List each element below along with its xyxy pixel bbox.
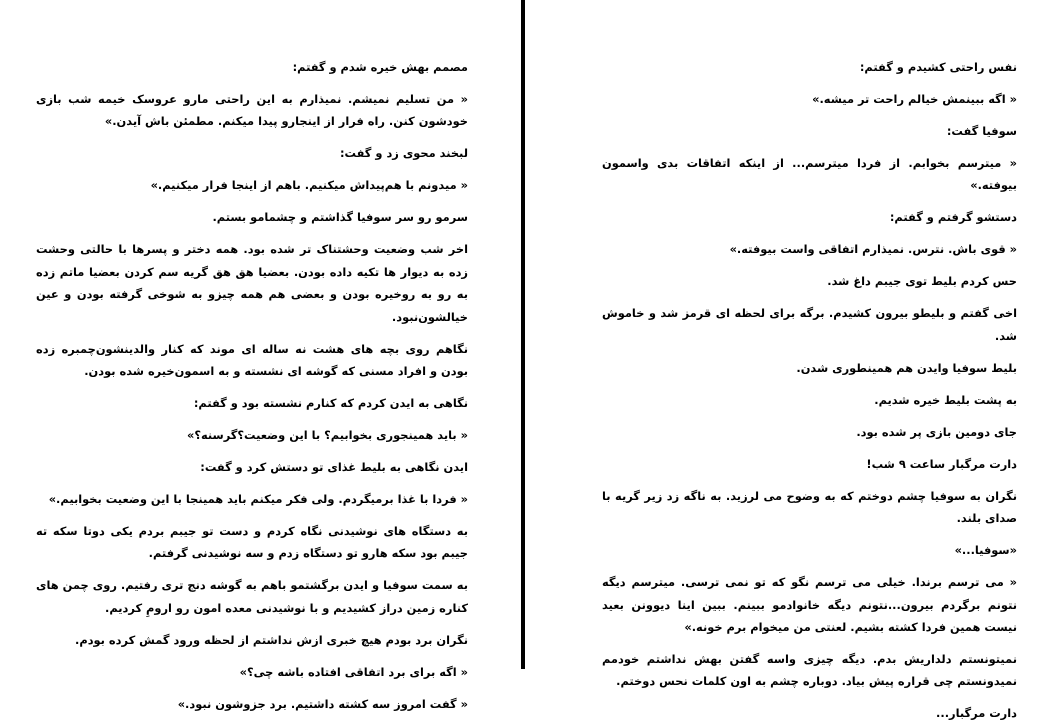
- paragraph: نگران به سوفیا چشم دوختم که به وضوح می لرزید. به ناگه زد زیر گریه با صدای بلند.: [602, 488, 1017, 526]
- paragraph: به پشت بلیط خیره شدیم.: [874, 392, 1017, 407]
- page-divider: [521, 0, 525, 669]
- paragraph: « می ترسم برندا. خیلی می ترسم نگو که تو نمی ترسی. میترسم دیگه نتونم برگردم بیرون...نتونم دیگه خانوادمو ببینم. ببین اینا دیوونن بعید نیست همین فردا کشته بشیم. لعنتی من میخوام برم خونه.»: [602, 575, 1017, 635]
- right-page: [526, 0, 1059, 721]
- left-page: [0, 0, 521, 711]
- paragraph: « اگه برای برد اتفاقی افتاده باشه چی؟»: [239, 664, 468, 679]
- paragraph: « گفت امروز سه کشته داشتیم. برد جزوشون نبود.»: [177, 696, 468, 711]
- paragraph: مصمم بهش خیره شدم و گفتم:: [292, 60, 468, 74]
- paragraph: بلیط سوفیا وایدن هم همینطوری شدن.: [796, 360, 1017, 375]
- paragraph: به دستگاه های نوشیدنی نگاه کردم و دست تو جیبم بردم یکی دوتا سکه ته جیبم بود سکه هارو تو دستگاه زدم و سه نوشیدنی گرفتم.: [36, 524, 468, 561]
- paragraph: نگاهم روی بچه های هشت نه ساله ای موند که کنار والدینشون‌چمبره زده بودن و افراد مسنی که گوشه ای نشسته و به اسمون‌خیره شده بودن.: [36, 341, 468, 379]
- paragraph: « قوی باش. نترس. نمیذارم اتفاقی واست بیوفته.»: [729, 242, 1017, 257]
- paragraph: « میترسم بخوابم. از فردا میترسم... از اینکه اتفاقات بدی واسمون بیوفته.»: [602, 156, 1017, 193]
- paragraph: حس کردم بلیط توی جیبم داغ شد.: [827, 274, 1017, 289]
- paragraph: به سمت سوفیا و ایدن برگشتمو باهم به گوشه دنج تری رفتیم. روی چمن های کناره زمین دراز کشیدیم و با نوشیدنی معده امون رو ارومِ کردیم.: [36, 578, 468, 615]
- paragraph: نگاهی به ایدن کردم که کنارم نشسته بود و گفتم:: [193, 396, 468, 411]
- paragraph: « من تسلیم نمیشم. نمیذارم به این راحتی مارو عروسک خیمه شب بازی خودشون کنن. راه فرار از اینجارو پیدا میکنم. مطمئن باش آیدن.»: [36, 92, 468, 129]
- paragraph: « اگه ببینمش خیالم راحت تر میشه.»: [812, 92, 1017, 106]
- paragraph: دارت مرگبار ساعت ۹ شب!: [866, 456, 1017, 471]
- paragraph: ایدن نگاهی به بلیط غذای تو دستش کرد و گفت:: [200, 460, 468, 475]
- paragraph: دارت مرگبار...: [936, 706, 1017, 721]
- paragraph: دستشو گرفتم و گفتم:: [889, 210, 1017, 225]
- paragraph: اخر شب وضعیت وحشتناک تر شده بود. همه دختر و پسرها با حالتی وحشت زده به دیوار ها تکیه داده بودن. بعضیا هق هق گریه سم کردن بعضیا ماتم زده به رو به روخیره بودن و بعضی هم همه چیزو به شوخی گرفته بودن و عین خیالشون‌نبود.: [36, 242, 468, 324]
- paragraph: « فردا با غذا برمیگردم. ولی فکر میکنم باید همینجا با این وضعیت بخوابیم.»: [48, 492, 468, 507]
- paragraph: نگران برد بودم هیچ خبری ازش نداشتم از لحظه ورود گمش کرده بودم.: [75, 632, 468, 647]
- paragraph: سوفیا گفت:: [946, 124, 1017, 138]
- paragraph: سرمو رو سر سوفیا گذاشتم و چشمامو بستم.: [212, 210, 468, 225]
- paragraph: « میدونم با هم‌پیداش میکنیم. باهم از اینجا فرار میکنیم.»: [150, 178, 468, 193]
- paragraph: نفس راحتی کشیدم و گفتم:: [859, 60, 1017, 74]
- paragraph: نمیتونستم دلداریش بدم. دیگه چیزی واسه گفتن بهش نداشتم خودمم نمیدونستم چی قراره پیش بیاد. دوباره چشم به اون کلمات نحس دوختم.: [602, 652, 1017, 689]
- paragraph: اخی گفتم و بلیطو بیرون کشیدم. برگه برای لحظه ای قرمز شد و خاموش شد.: [602, 306, 1017, 343]
- paragraph: جای دومین بازی پر شده بود.: [856, 424, 1017, 439]
- paragraph: «سوفیا...»: [954, 543, 1017, 558]
- paragraph: لبخند محوی زد و گفت:: [340, 146, 468, 161]
- paragraph: « باید همینجوری بخوابیم؟ با این وضعیت؟گرسنه؟»: [187, 428, 468, 443]
